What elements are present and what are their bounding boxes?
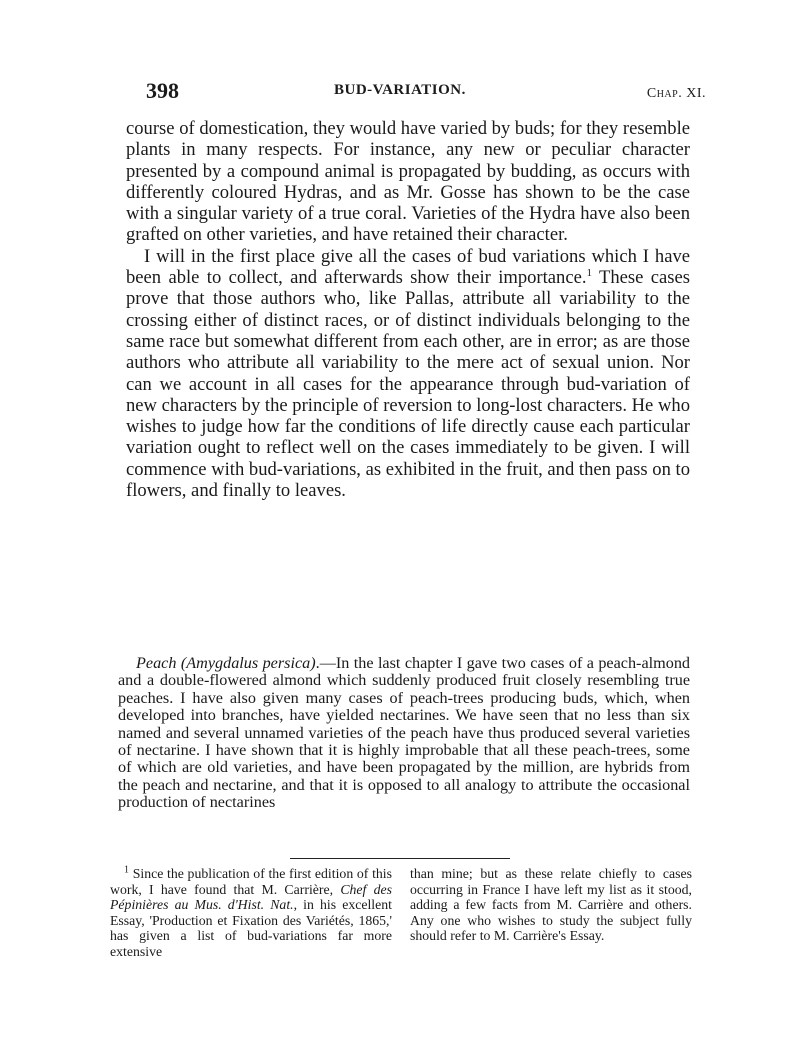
section-heading-title: Peach [136, 654, 177, 672]
section-text: In the last chapter I gave two cases of a peach-almond and a double-flowered almond which suddenly produced fruit closely resembling true peaches. I have also given many cases of peach-trees producing buds, which, when developed into branches, have yielded nectarines. We have seen that no less than six named and several unnamed varieties of the peach have thus produced several varieties of nectarine. I have shown that it is highly improbable that all these peach-trees, some of which are old varieties, and have been propagated by the million, are hybrids from the peach and nectarine, and that it is opposed to all analogy to attribute the occasional production of nectarines [118, 654, 691, 812]
running-head [146, 78, 706, 108]
footnote-reference: 1 [586, 266, 592, 279]
footnote-right-text: than mine; but as these relate chiefly to cases occurring in France I have left my list as it stood, adding a few facts from M. Carrière and others. Any one who wishes to study the subject fully should refer to M. Carrière's Essay. [410, 866, 692, 944]
footnote-left-italic: Chef des Pépinières au Mus. d'Hist. Nat. [110, 881, 392, 913]
section-heading-latin: (Amygdalus persica) [180, 654, 316, 672]
peach-section [118, 655, 690, 812]
footnote-left-text [110, 866, 392, 960]
paragraph-text-start: I will in the first place give all the cases of bud variations which I have been able to collect, and afterwards show their importance. [126, 245, 690, 289]
section-heading-dash: .— [315, 654, 336, 672]
paragraph-bud-variations [126, 246, 690, 502]
footnote-left-part-2: , in his excellent Essay, 'Production et Fixation des Variétés, 1865,' has given a list of bud-variations far more extensive [110, 897, 392, 959]
peach-paragraph [118, 655, 690, 812]
footnote-column-left [110, 866, 392, 960]
chapter-label: Chap. XI. [646, 86, 706, 101]
running-title: BUD-VARIATION. [334, 82, 466, 98]
footnote-mark: 1 [124, 864, 129, 876]
footnote-divider [290, 858, 510, 859]
main-text [126, 118, 690, 501]
page-number: 398 [146, 78, 179, 103]
footnote-left-part-1: Since the publication of the first edition of this work, I have found that M. Carrière, [110, 866, 392, 897]
footnote-column-right [410, 866, 692, 944]
paragraph-text-rest: These cases prove that those authors who, like Pallas, attribute all variability to the crossing either of distinct races, or of distinct individuals belonging to the same race but somewhat different from each other, are in error; as are those authors who attribute all variability to the mere act of sexual union. Nor can we account in all cases for the appearance through bud-variation of new characters by the principle of reversion to long-lost characters. He who wishes to judge how far the conditions of life directly cause each particular variation ought to reflect well on the cases immediately to be given. I will commence with bud-variations, as exhibited in the fruit, and then pass on to flowers, and finally to leaves. [126, 267, 690, 502]
paragraph-continuation: course of domestication, they would have varied by buds; for they resemble plants in many respects. For instance, any new or peculiar character presented by a compound animal is propagated by budding, as occurs with differently coloured Hydras, and as Mr. Gosse has shown to be the case with a singular variety of a true coral. Varieties of the Hydra have also been grafted on other varieties, and have retained their character. [126, 118, 690, 246]
